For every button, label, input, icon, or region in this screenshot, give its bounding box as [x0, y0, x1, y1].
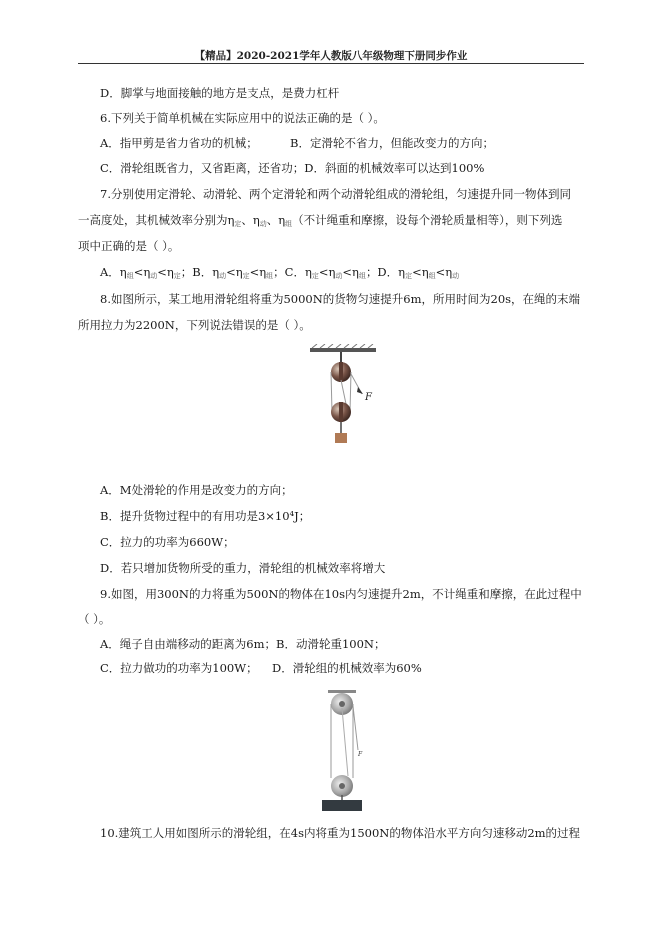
load-block [335, 433, 347, 443]
ceiling-beam [310, 348, 376, 352]
q7-stem-line1: 7.分别使用定滑轮、动滑轮、两个定滑轮和两个动滑轮组成的滑轮组，匀速提升同一物体到同 [100, 187, 571, 201]
q6-option-a: A．指甲剪是省力省功的机械； [100, 136, 258, 150]
q5-option-d: D．脚掌与地面接触的地方是支点，是费力杠杆 [100, 86, 340, 100]
force-arrow-icon [357, 387, 363, 394]
q10-stem-line1: 10.建筑工人用如图所示的滑轮组，在4s内将重为1500N的物体沿水平方向匀速移动2m的过程 [100, 826, 581, 840]
load-block [322, 800, 362, 811]
q8-stem-line1: 8.如图所示，某工地用滑轮组将重为5000N的货物匀速提升6m，所用时间为20s，在绳的末端 [100, 292, 581, 306]
q9-stem-line2: （ ）。 [78, 612, 111, 626]
pulley-system-figure-1 [308, 344, 380, 446]
q8-option-b: B．提升货物过程中的有用功是3×10⁴J； [100, 509, 311, 523]
q8-stem-line2: 所用拉力为2200N，下列说法错误的是（ ）。 [78, 318, 311, 332]
q9-option-c: C．拉力做功的功率为100W； [100, 661, 258, 675]
q6-option-cd: C．滑轮组既省力，又省距离，还省功；D．斜面的机械效率可以达到100% [100, 161, 485, 175]
page-header-title: 【精品】2020-2021学年人教版八年级物理下册同步作业 [194, 50, 468, 62]
header-divider [78, 63, 584, 64]
force-label: F [365, 392, 372, 403]
pull-rope [353, 706, 358, 750]
q7-stem-line2: 一高度处，其机械效率分别为$\eta_定$、$\eta_动$、$\eta_组$（不计绳重和摩擦，设每个滑轮质量相等），则下列选 [78, 213, 563, 228]
force-label: F [358, 751, 363, 758]
ceiling-mount [328, 690, 356, 693]
q8-option-a: A．M处滑轮的作用是改变力的方向； [100, 483, 293, 497]
q7-options: A．$\eta_组<\eta_动<\eta_定$；B．$\eta_动<\eta_定<\eta_组$；C．$\eta_定<\eta_动<\eta_组$；D．$\eta_定<\eta_组<\eta_动$ [100, 265, 460, 280]
q6-stem: 6.下列关于简单机械在实际应用中的说法正确的是（ ）。 [100, 111, 385, 125]
pulley-system-figure-2 [318, 690, 366, 812]
q9-stem-line1: 9.如图，用300N的力将重为500N的物体在10s内匀速提升2m，不计绳重和摩擦，在此过程中 [100, 587, 582, 601]
q8-option-d: D．若只增加货物所受的重力，滑轮组的机械效率将增大 [100, 561, 386, 575]
q7-stem-line3: 项中正确的是（ ）。 [78, 239, 180, 253]
q9-option-d: D．滑轮组的机械效率为60% [272, 661, 422, 675]
q9-options-ab: A．绳子自由端移动的距离为6m；B．动滑轮重100N； [100, 637, 386, 651]
q8-option-c: C．拉力的功率为660W； [100, 535, 235, 549]
q6-option-b: B．定滑轮不省力，但能改变力的方向； [290, 136, 494, 150]
